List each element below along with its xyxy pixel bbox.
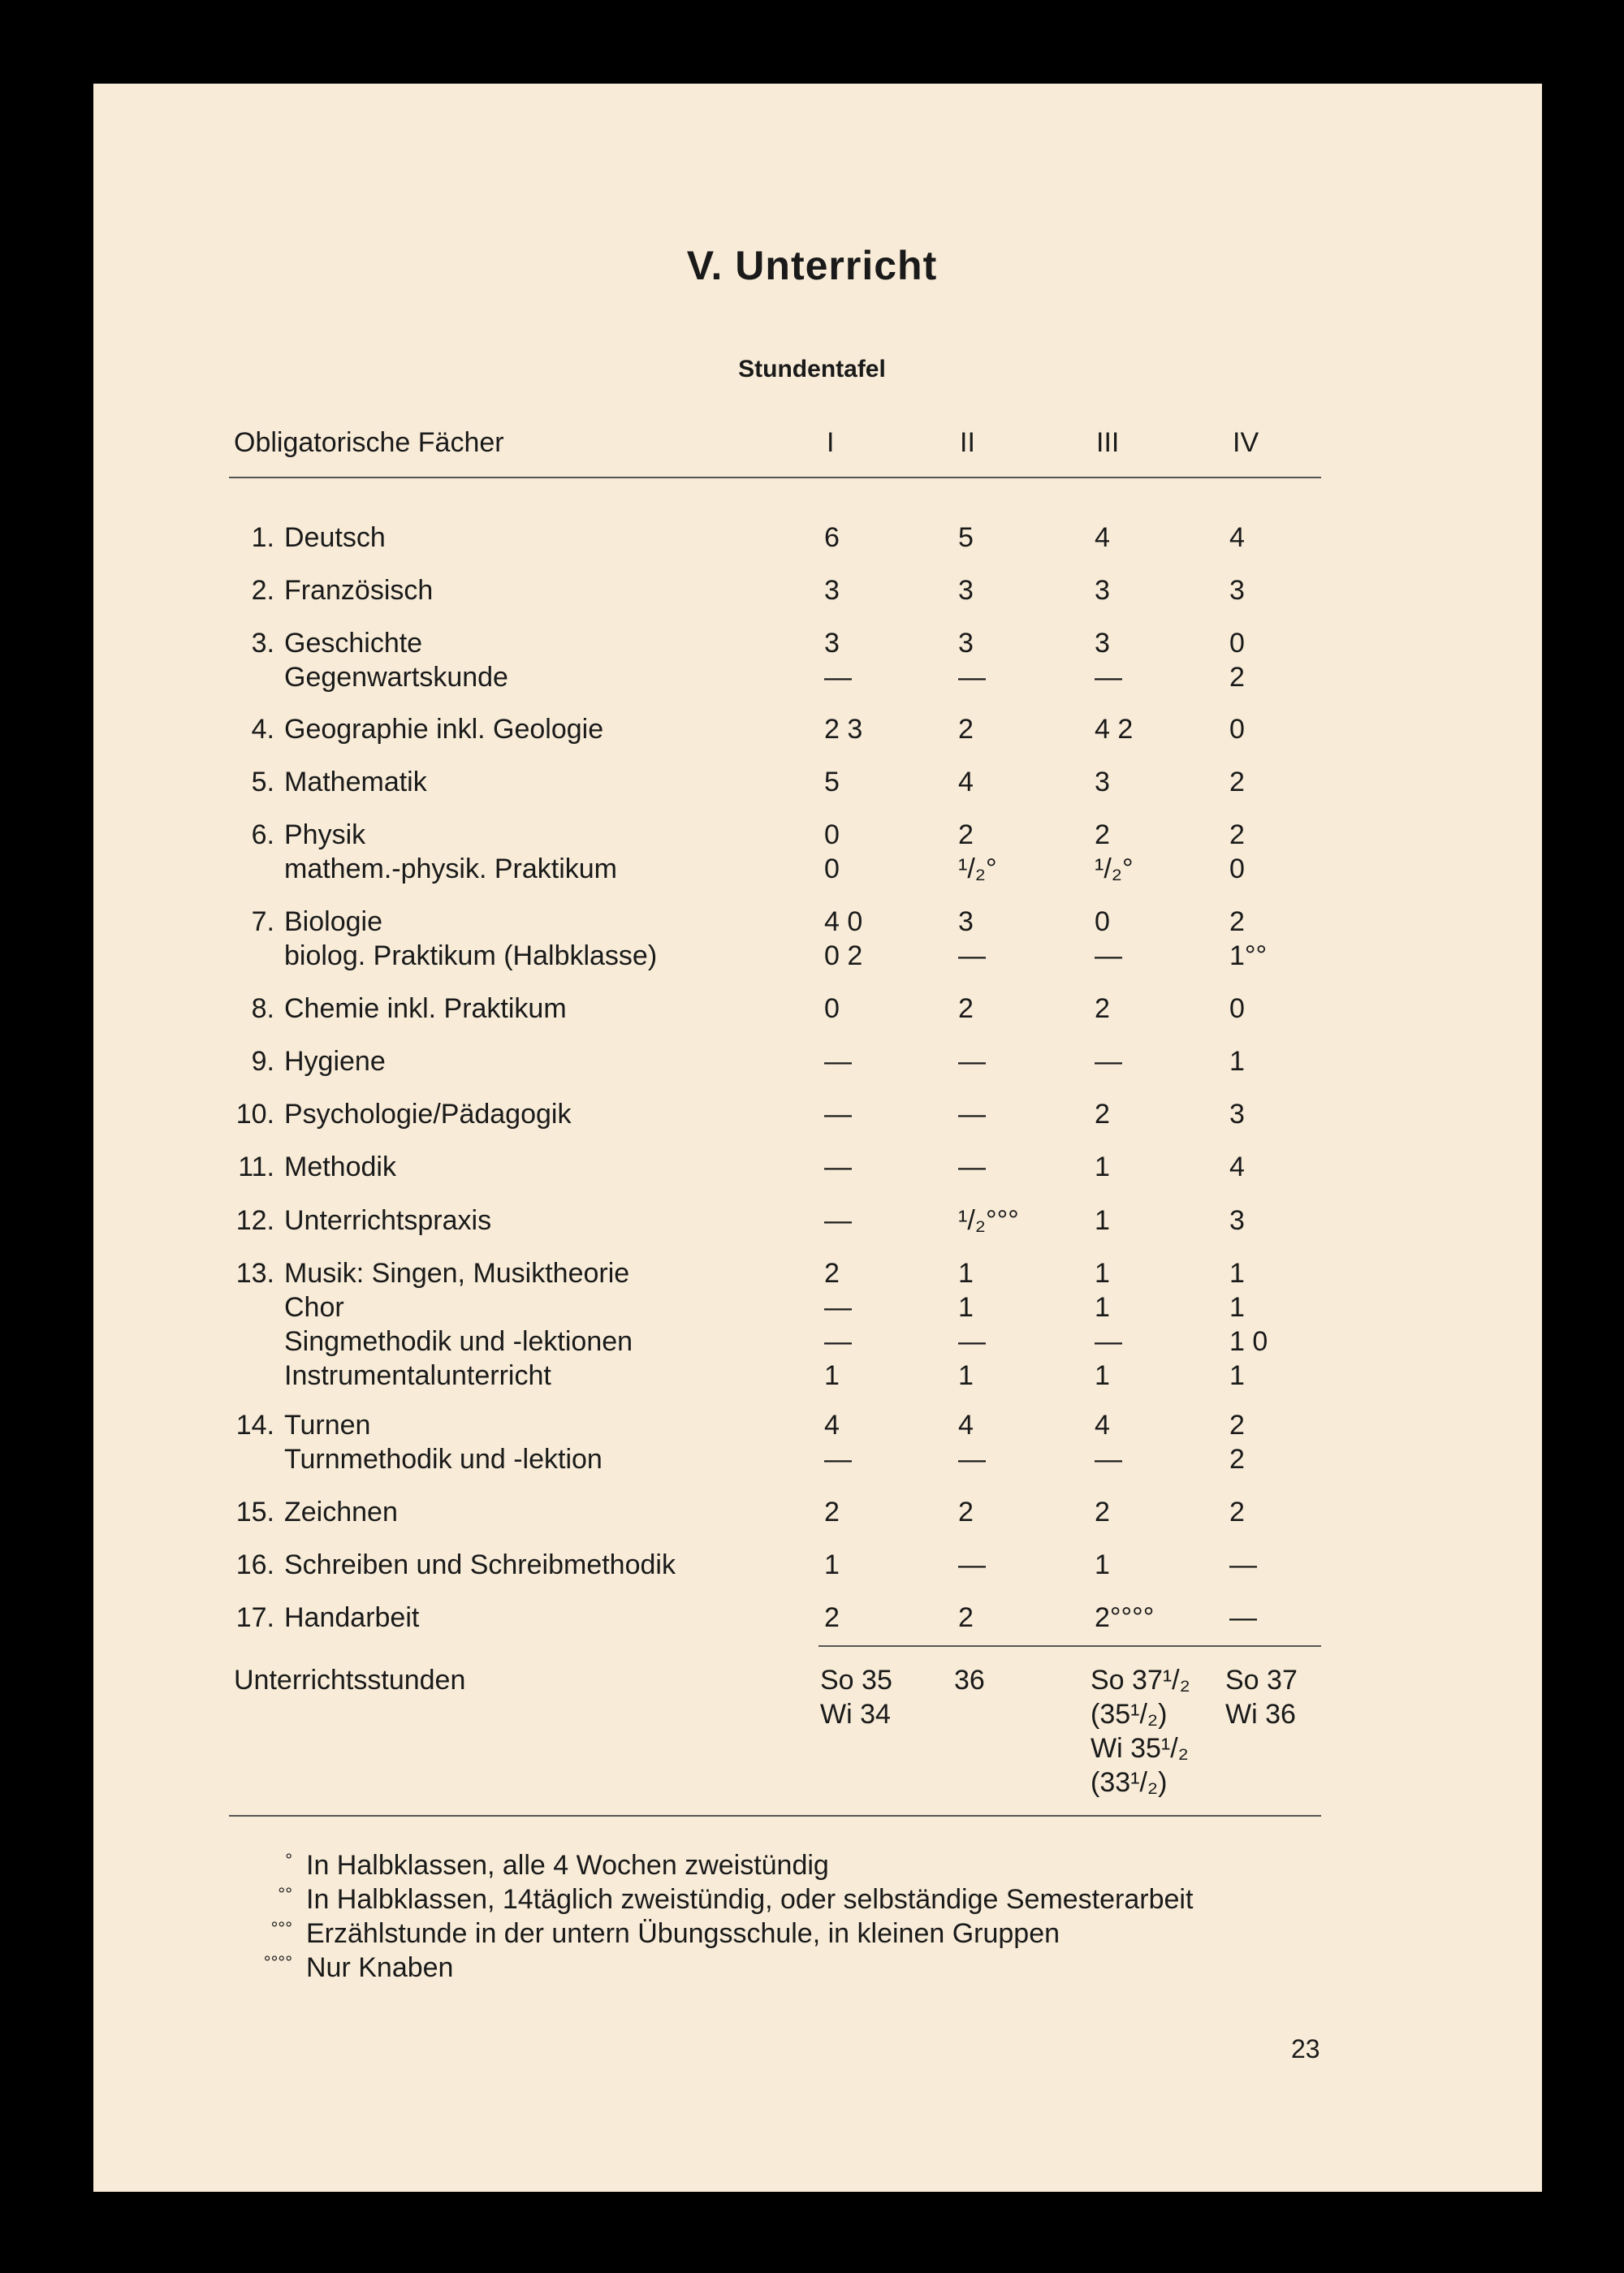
row-number: 10.	[235, 1099, 274, 1130]
total-cell-III: Wi 35¹/₂	[1091, 1733, 1189, 1764]
hours-cell-III: —	[1095, 940, 1122, 971]
row-number: 11.	[238, 1152, 274, 1182]
hours-cell-III: —	[1095, 1046, 1122, 1077]
hours-cell-II: 3	[958, 906, 974, 937]
hours-cell-II: —	[958, 1326, 986, 1357]
hours-cell-III: 2	[1095, 993, 1110, 1024]
hours-cell-II: 2	[958, 1497, 974, 1528]
hours-cell-I: 2	[824, 1497, 840, 1528]
hours-cell-IV: 4	[1229, 522, 1245, 553]
column-header-I: I	[827, 427, 835, 458]
column-header-III: III	[1096, 427, 1120, 458]
total-cell-I: So 35	[820, 1665, 892, 1696]
hours-cell-I: 3	[824, 628, 840, 659]
footnote-mark: °°°	[270, 1918, 292, 1938]
hours-cell-I: 5	[824, 767, 840, 797]
hours-cell-III: 2	[1095, 819, 1110, 850]
hours-cell-II: 4	[958, 767, 974, 797]
hours-cell-III: 2°°°°	[1095, 1602, 1155, 1633]
row-number: 12.	[235, 1205, 274, 1236]
hours-cell-II: 2	[958, 993, 974, 1024]
subject-name: Geschichte	[284, 628, 423, 659]
hours-cell-IV: 1	[1229, 1292, 1245, 1323]
hours-cell-IV: 2	[1229, 767, 1245, 797]
hours-cell-III: —	[1095, 662, 1122, 693]
hours-cell-III: 1	[1095, 1549, 1110, 1580]
total-cell-IV: Wi 36	[1225, 1699, 1296, 1730]
total-cell-I: Wi 34	[820, 1699, 891, 1730]
row-number: 8.	[251, 993, 274, 1024]
hours-cell-IV: 2	[1229, 1497, 1245, 1528]
subject-name: Biologie	[284, 906, 382, 937]
hours-cell-II: 1	[958, 1258, 974, 1289]
hours-cell-IV: 3	[1229, 575, 1245, 606]
hours-cell-IV: 0	[1229, 853, 1245, 884]
totals-rule	[818, 1645, 1321, 1647]
hours-cell-III: 1	[1095, 1205, 1110, 1236]
hours-cell-II: 4	[958, 1410, 974, 1441]
hours-cell-IV: 3	[1229, 1099, 1245, 1130]
hours-cell-II: 5	[958, 522, 974, 553]
footnote-text: Erzählstunde in der untern Übungsschule, in kleinen Gruppen	[306, 1918, 1060, 1949]
hours-cell-IV: 2	[1229, 819, 1245, 850]
total-cell-III: So 37¹/₂	[1091, 1665, 1190, 1696]
row-number: 7.	[251, 906, 274, 937]
hours-cell-IV: 0	[1229, 628, 1245, 659]
row-number: 6.	[251, 819, 274, 850]
hours-cell-I: —	[824, 1326, 852, 1357]
hours-cell-II: 3	[958, 628, 974, 659]
footnote-text: In Halbklassen, alle 4 Wochen zweistündig	[306, 1850, 829, 1881]
hours-cell-I: 2	[824, 1602, 840, 1633]
page-number: 23	[1291, 2034, 1320, 2063]
hours-cell-I: —	[824, 1205, 852, 1236]
subject-name: Gegenwartskunde	[284, 662, 508, 693]
subject-name: Singmethodik und -lektionen	[284, 1326, 633, 1357]
hours-cell-I: 2	[824, 1258, 840, 1289]
subject-name: Physik	[284, 819, 366, 850]
hours-cell-III: 3	[1095, 575, 1110, 606]
row-number: 14.	[235, 1410, 274, 1441]
hours-cell-III: 3	[1095, 628, 1110, 659]
row-number: 2.	[251, 575, 274, 606]
hours-cell-I: 0	[824, 819, 840, 850]
hours-cell-II: —	[958, 940, 986, 971]
hours-cell-IV: 0	[1229, 993, 1245, 1024]
subject-name: Französisch	[284, 575, 434, 606]
column-header-II: II	[960, 427, 975, 458]
row-number: 9.	[251, 1046, 274, 1077]
hours-cell-II: 3	[958, 575, 974, 606]
hours-cell-III: 2	[1095, 1497, 1110, 1528]
subject-name: Geographie inkl. Geologie	[284, 714, 604, 745]
hours-cell-I: 0	[824, 853, 840, 884]
row-number: 13.	[235, 1258, 274, 1289]
hours-cell-IV: —	[1229, 1549, 1257, 1580]
hours-cell-II: —	[958, 662, 986, 693]
hours-cell-I: 2 3	[824, 714, 863, 745]
hours-cell-I: —	[824, 1046, 852, 1077]
hours-cell-III: 1	[1095, 1258, 1110, 1289]
header-rule	[229, 477, 1321, 478]
hours-cell-III: 1	[1095, 1152, 1110, 1182]
row-number: 3.	[251, 628, 274, 659]
footnote-mark: °°	[278, 1884, 292, 1904]
footnote-mark: °°°°	[263, 1952, 292, 1973]
hours-cell-III: 4	[1095, 522, 1110, 553]
column-header-IV: IV	[1233, 427, 1259, 458]
hours-cell-III: 3	[1095, 767, 1110, 797]
hours-cell-III: 4 2	[1095, 714, 1134, 745]
total-cell-III: (33¹/₂)	[1091, 1767, 1168, 1798]
total-cell-III: (35¹/₂)	[1091, 1699, 1168, 1730]
hours-cell-II: —	[958, 1549, 986, 1580]
column-header-subjects: Obligatorische Fächer	[234, 427, 504, 458]
subject-name: Musik: Singen, Musiktheorie	[284, 1258, 630, 1289]
table-bottom-rule	[229, 1815, 1321, 1817]
row-number: 16.	[235, 1549, 274, 1580]
subject-name: Unterrichtspraxis	[284, 1205, 492, 1236]
hours-cell-IV: 4	[1229, 1152, 1245, 1182]
hours-cell-I: —	[824, 1292, 852, 1323]
footnote-text: In Halbklassen, 14täglich zweistündig, oder selbständige Semesterarbeit	[306, 1884, 1194, 1915]
subject-name: Mathematik	[284, 767, 427, 797]
hours-cell-I: —	[824, 1099, 852, 1130]
subject-name: Handarbeit	[284, 1602, 420, 1633]
hours-cell-II: —	[958, 1046, 986, 1077]
hours-cell-II: 1	[958, 1292, 974, 1323]
footnote-text: Nur Knaben	[306, 1952, 454, 1983]
hours-cell-IV: 2	[1229, 662, 1245, 693]
hours-cell-III: 1	[1095, 1360, 1110, 1391]
row-number: 17.	[235, 1602, 274, 1633]
hours-cell-I: 3	[824, 575, 840, 606]
hours-cell-I: 1	[824, 1360, 840, 1391]
hours-cell-II: —	[958, 1152, 986, 1182]
hours-cell-III: 4	[1095, 1410, 1110, 1441]
hours-cell-III: 0	[1095, 906, 1110, 937]
hours-cell-II: ¹/₂°	[958, 853, 997, 884]
page-title: V. Unterricht	[686, 243, 938, 288]
hours-cell-IV: 3	[1229, 1205, 1245, 1236]
hours-cell-I: 0	[824, 993, 840, 1024]
hours-cell-IV: 1	[1229, 1046, 1245, 1077]
hours-cell-IV: 1 0	[1229, 1326, 1268, 1357]
total-cell-II: 36	[954, 1665, 985, 1696]
hours-cell-II: ¹/₂°°°	[958, 1205, 1019, 1236]
hours-cell-IV: —	[1229, 1602, 1257, 1633]
hours-cell-II: 2	[958, 819, 974, 850]
hours-cell-II: —	[958, 1444, 986, 1475]
row-number: 5.	[251, 767, 274, 797]
total-cell-IV: So 37	[1225, 1665, 1298, 1696]
hours-cell-II: —	[958, 1099, 986, 1130]
subject-name: Deutsch	[284, 522, 386, 553]
row-number: 4.	[251, 714, 274, 745]
hours-cell-III: —	[1095, 1444, 1122, 1475]
hours-cell-I: 0 2	[824, 940, 863, 971]
subject-name: Turnen	[284, 1410, 371, 1441]
subject-name: mathem.-physik. Praktikum	[284, 853, 617, 884]
subject-name: Turnmethodik und -lektion	[284, 1444, 603, 1475]
hours-cell-IV: 1	[1229, 1258, 1245, 1289]
subject-name: Schreiben und Schreibmethodik	[284, 1549, 676, 1580]
hours-cell-I: —	[824, 662, 852, 693]
subject-name: Zeichnen	[284, 1497, 398, 1528]
hours-cell-III: —	[1095, 1326, 1122, 1357]
subject-name: Hygiene	[284, 1046, 386, 1077]
hours-cell-IV: 1°°	[1229, 940, 1268, 971]
subject-name: Methodik	[284, 1152, 396, 1182]
hours-cell-II: 2	[958, 714, 974, 745]
hours-cell-III: 1	[1095, 1292, 1110, 1323]
hours-cell-II: 2	[958, 1602, 974, 1633]
subject-name: Chor	[284, 1292, 344, 1323]
row-number: 1.	[251, 522, 274, 553]
table-subtitle: Stundentafel	[738, 356, 886, 382]
hours-cell-III: ¹/₂°	[1095, 853, 1134, 884]
hours-cell-I: —	[824, 1152, 852, 1182]
hours-cell-I: 6	[824, 522, 840, 553]
hours-cell-I: 4	[824, 1410, 840, 1441]
hours-cell-IV: 2	[1229, 1444, 1245, 1475]
totals-label: Unterrichtsstunden	[234, 1665, 466, 1696]
hours-cell-II: 1	[958, 1360, 974, 1391]
subject-name: Psychologie/Pädagogik	[284, 1099, 572, 1130]
row-number: 15.	[235, 1497, 274, 1528]
subject-name: biolog. Praktikum (Halbklasse)	[284, 940, 658, 971]
footnote-mark: °	[285, 1850, 292, 1870]
subject-name: Chemie inkl. Praktikum	[284, 993, 567, 1024]
hours-cell-IV: 2	[1229, 906, 1245, 937]
hours-cell-I: —	[824, 1444, 852, 1475]
hours-cell-III: 2	[1095, 1099, 1110, 1130]
hours-cell-I: 1	[824, 1549, 840, 1580]
subject-name: Instrumentalunterricht	[284, 1360, 551, 1391]
hours-cell-IV: 2	[1229, 1410, 1245, 1441]
hours-cell-IV: 1	[1229, 1360, 1245, 1391]
hours-cell-I: 4 0	[824, 906, 863, 937]
hours-cell-IV: 0	[1229, 714, 1245, 745]
